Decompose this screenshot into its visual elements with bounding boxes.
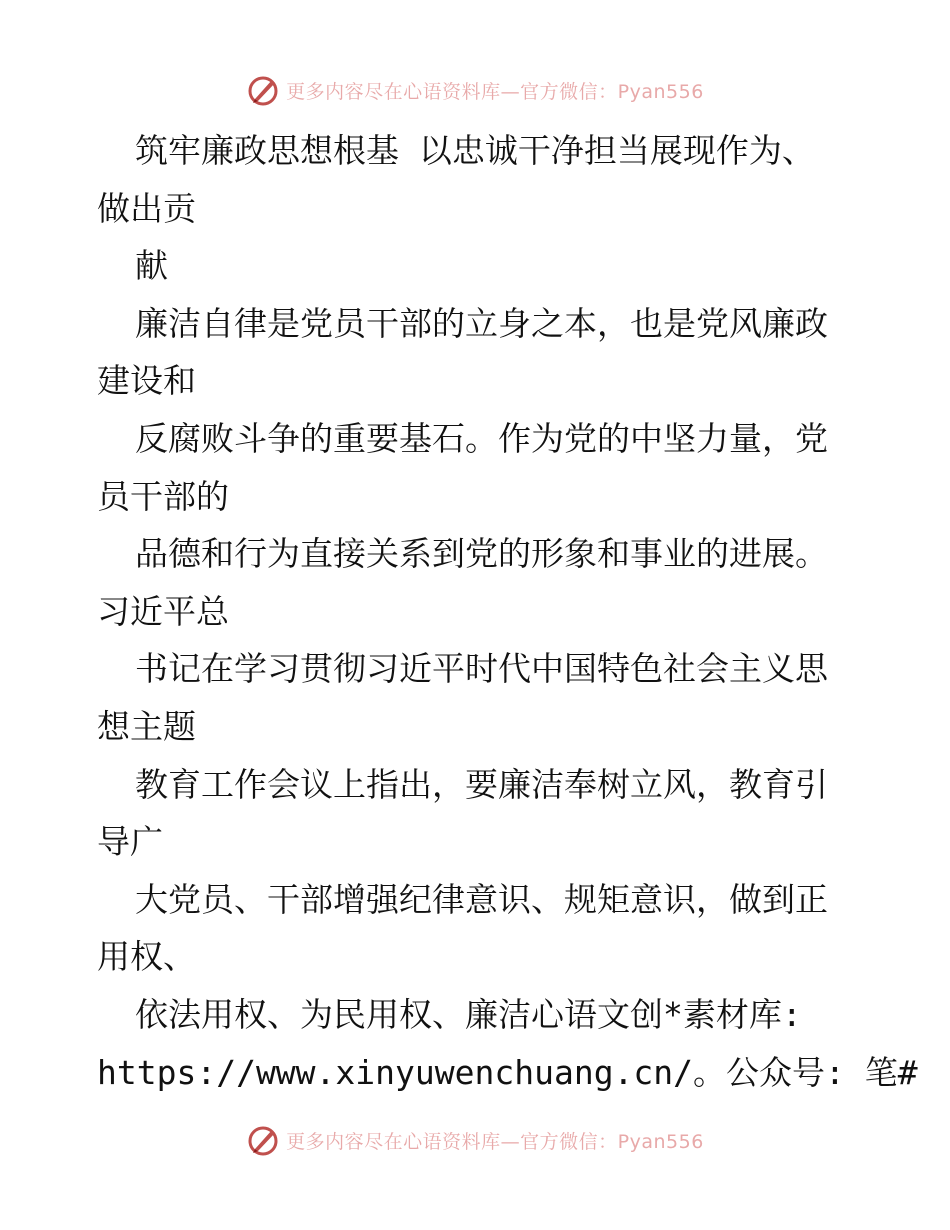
header-banner (0, 70, 950, 110)
banner-text: 更多内容尽在心语资料库—官方微信：Pyan556 (286, 80, 704, 103)
text-line: 员干部的 (97, 476, 229, 516)
document-body (97, 122, 918, 1101)
text-line: 大党员、干部增强纪律意识、规矩意识，做到正 (135, 879, 828, 919)
pen-seal-logo-icon (246, 1123, 280, 1157)
banner-text: 更多内容尽在心语资料库—官方微信：Pyan556 (286, 1130, 704, 1153)
text-line: 导广 (97, 822, 163, 862)
pen-seal-logo-icon (246, 73, 280, 107)
text-line: 习近平总 (97, 591, 229, 631)
wechat-id: Pyan556 (617, 80, 704, 103)
footer-banner (0, 1120, 950, 1160)
text-line: 建设和 (97, 361, 196, 401)
text-line: 筑牢廉政思想根基 以忠诚干净担当展现作为、 (135, 131, 815, 170)
text-line: 做出贡 (97, 188, 196, 228)
text-line: 品德和行为直接关系到党的形象和事业的进展。 (135, 534, 828, 574)
text-line: 用权、 (97, 937, 196, 977)
text-line: 依法用权、为民用权、廉洁心语文创*素材库: (135, 994, 802, 1034)
text-line: 想主题 (97, 706, 196, 746)
text-line: https://www.xinyuwenchuang.cn/。公众号: 笔# (97, 1052, 918, 1092)
text-line: 献 (135, 246, 168, 286)
text-line: 教育工作会议上指出，要廉洁奉树立风，教育引 (135, 764, 828, 804)
text-line: 廉洁自律是党员干部的立身之本，也是党风廉政 (135, 303, 828, 343)
wechat-id: Pyan556 (617, 1130, 704, 1153)
text-line: 反腐败斗争的重要基石。作为党的中坚力量，党 (135, 418, 828, 458)
text-line: 书记在学习贯彻习近平时代中国特色社会主义思 (135, 649, 828, 689)
